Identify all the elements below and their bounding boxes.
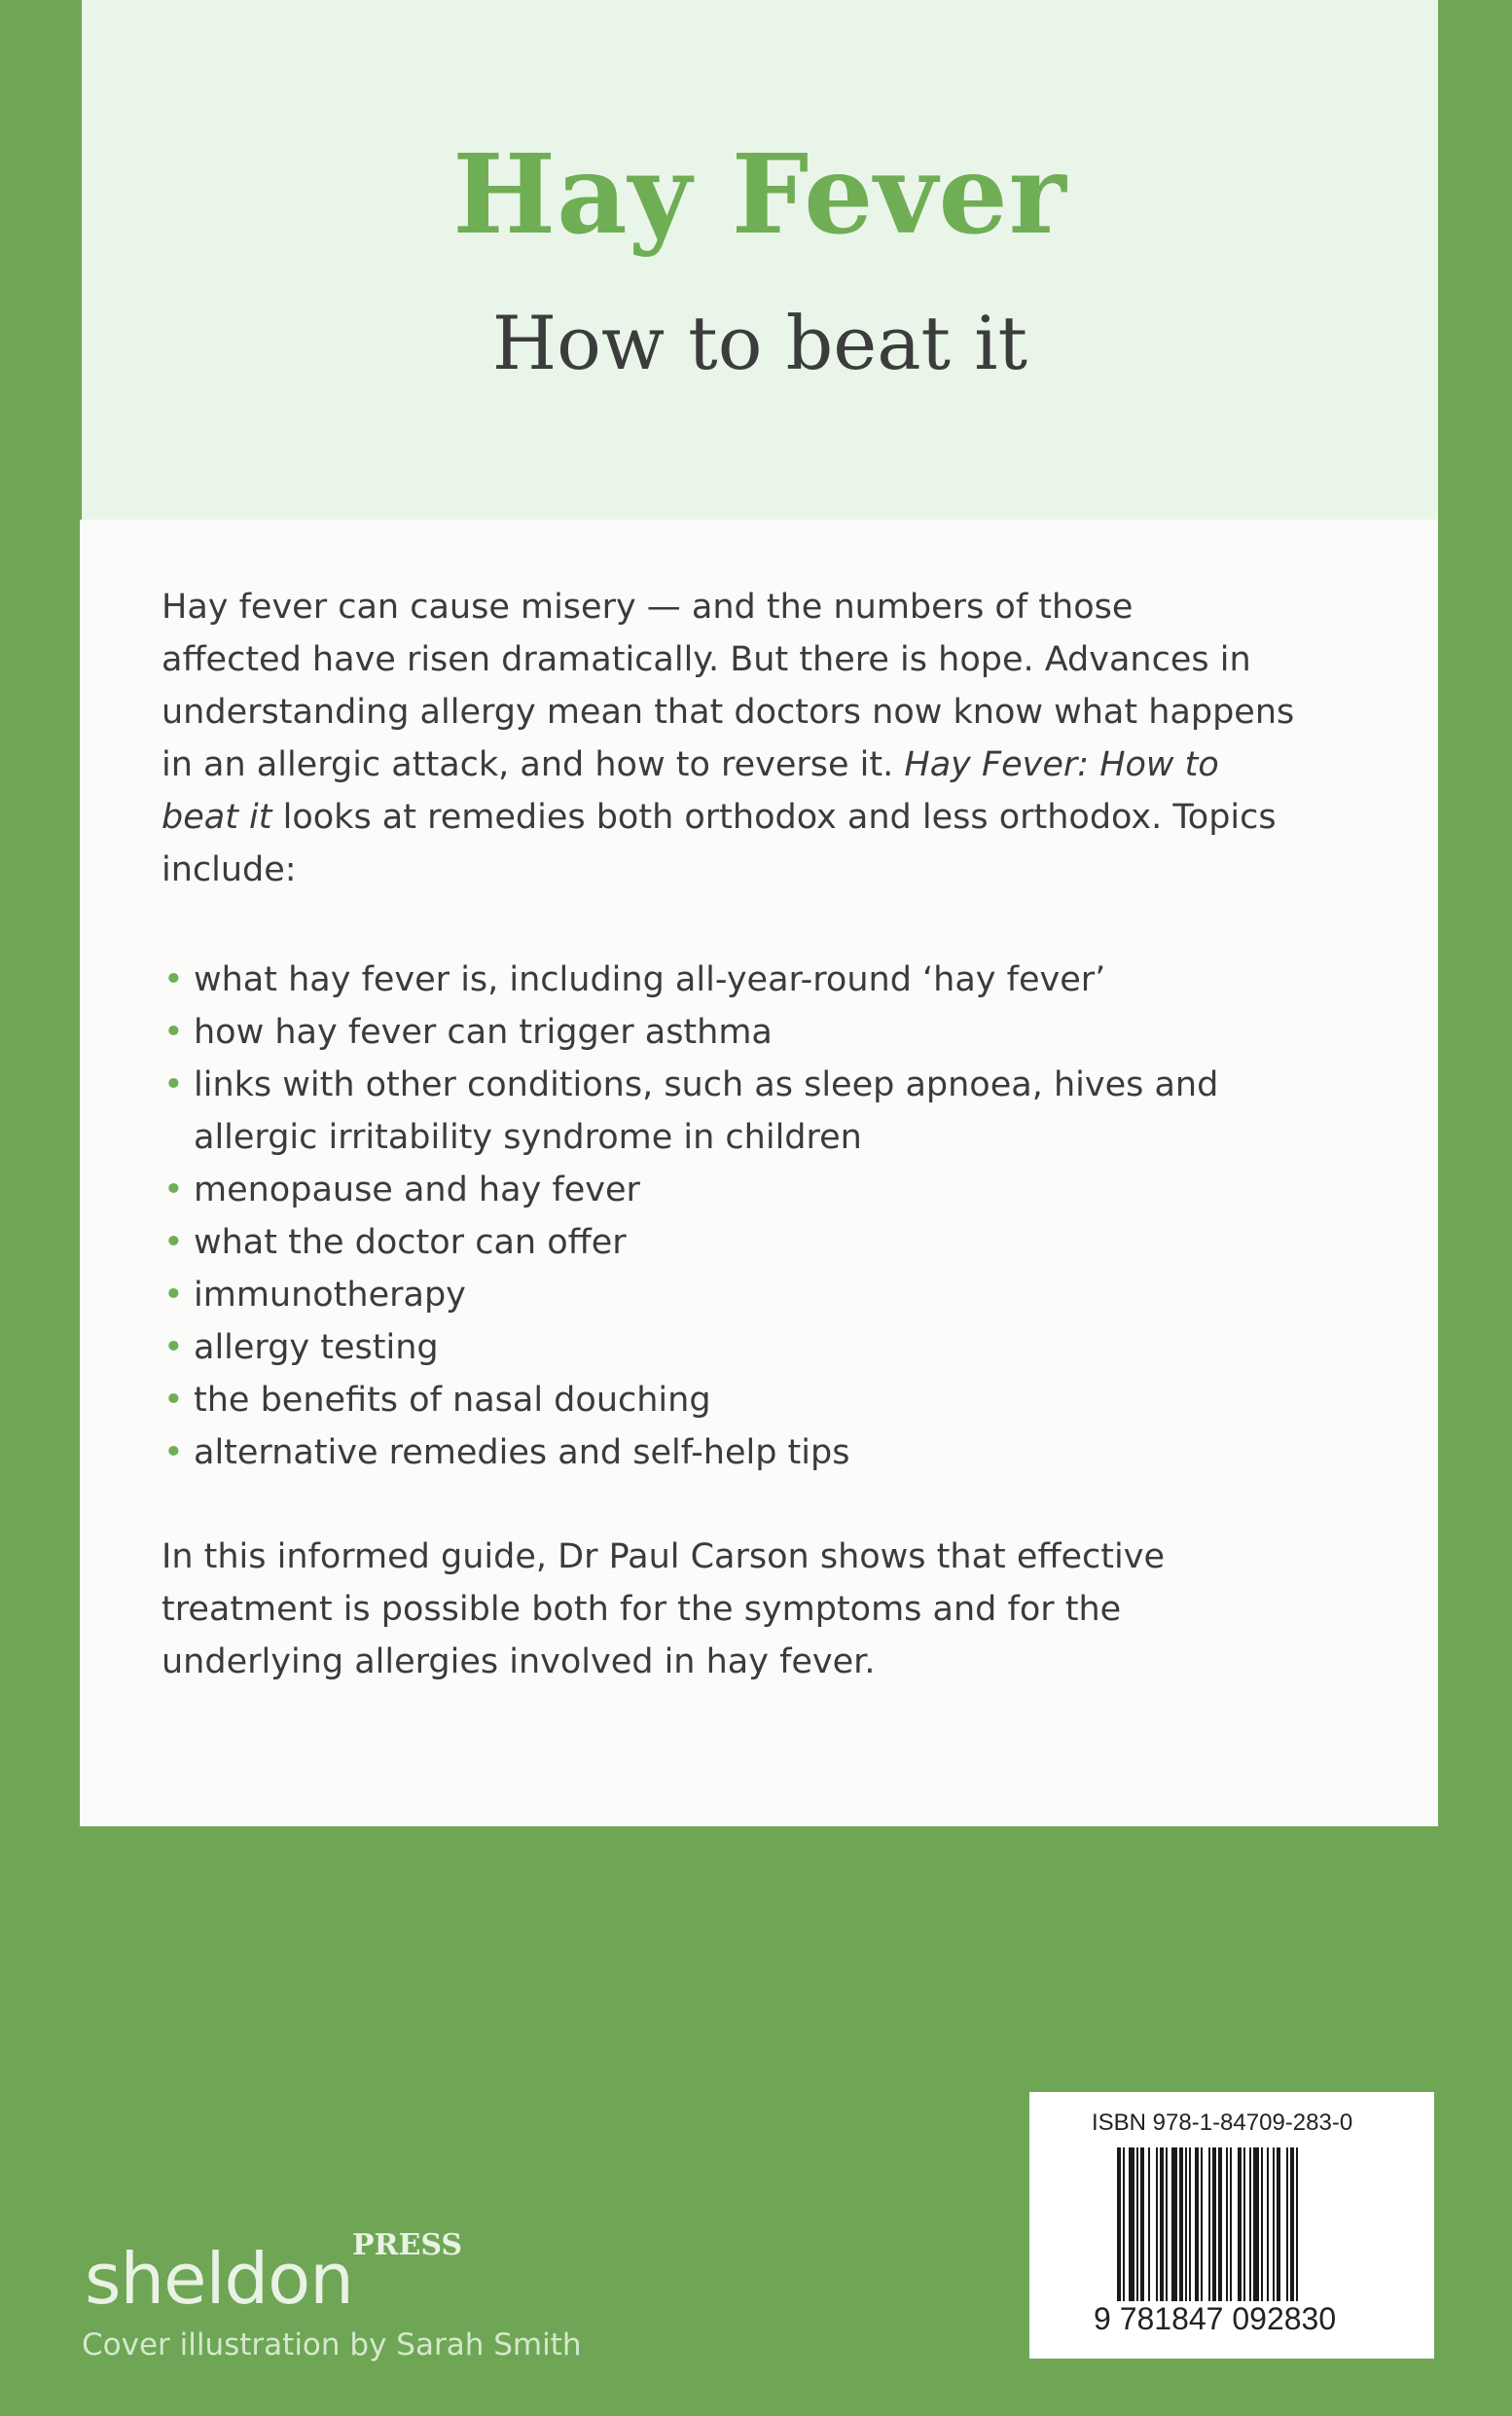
bullet-icon: • [163,1013,184,1052]
bullet-icon: • [163,1065,184,1104]
closing-line: underlying allergies involved in hay fever. [162,1642,876,1681]
topic-item [162,1164,1218,1216]
ean-number: 9 781847 092830 [1094,2301,1337,2336]
intro-paragraph [162,581,1294,896]
barcode-box [1029,2092,1434,2359]
illustration-credit: Cover illustration by Sarah Smith [82,2327,582,2362]
closing-line: treatment is possible both for the symptoms and for the [162,1590,1122,1629]
topic-text: what the doctor can offer [194,1223,627,1262]
closing-line: In this informed guide, Dr Paul Carson shows that effective [162,1537,1165,1576]
intro-line [162,739,1294,791]
barcode-icon [1117,2147,1360,2323]
topic-text: allergic irritability syndrome in children [194,1118,862,1157]
title-panel [82,0,1438,520]
topic-text: links with other conditions, such as sleep apnoea, hives and [194,1065,1219,1104]
topic-text: menopause and hay fever [194,1171,640,1209]
text-segment: looks at remedies both orthodox and less orthodox. Topics [271,798,1277,837]
text-segment: understanding allergy mean that doctors now know what happens [162,693,1295,732]
text-segment: Hay Fever: How to [904,745,1219,784]
text-segment: include: [162,850,297,889]
book-subtitle: How to beat it [491,300,1028,386]
bullet-icon: • [163,1223,184,1262]
text-segment: Hay fever can cause misery — and the numbers of those [162,588,1134,627]
logo-sheldon: sheldon [85,2238,353,2320]
text-segment: in an allergic attack, and how to reverse it. [162,745,905,784]
bullet-icon: • [163,1328,184,1367]
bullet-icon: • [163,1276,184,1315]
intro-line [162,633,1294,686]
topic-item [162,1059,1218,1164]
topics-list [162,954,1218,1479]
book-title: Hay Fever [452,131,1067,259]
topic-text: allergy testing [194,1328,439,1367]
topic-item [162,1006,1218,1059]
topic-item [162,1216,1218,1269]
topic-item [162,1321,1218,1374]
logo-press: PRESS [352,2228,463,2262]
bullet-icon: • [163,960,184,999]
topic-item [162,1426,1218,1479]
topic-text: the benefits of nasal douching [194,1381,711,1420]
intro-line [162,686,1294,739]
topic-text: alternative remedies and self-help tips [194,1433,850,1472]
isbn-label: ISBN 978-1-84709-283-0 [1092,2109,1353,2136]
intro-line [162,581,1294,633]
bullet-icon: • [163,1433,184,1472]
topic-item [162,1374,1218,1426]
bullet-icon: • [163,1381,184,1420]
text-segment: beat it [162,798,272,837]
topic-text: how hay fever can trigger asthma [194,1013,773,1052]
topic-item [162,954,1218,1006]
barcode-bar [1298,2147,1302,2323]
closing-paragraph [162,1531,1165,1688]
intro-line [162,791,1294,844]
topic-text: immunotherapy [194,1276,466,1315]
text-segment: affected have risen dramatically. But there is hope. Advances in [162,640,1251,679]
intro-line [162,844,1294,896]
topic-text: what hay fever is, including all-year-round ‘hay fever’ [194,960,1106,999]
topic-item [162,1269,1218,1321]
bullet-icon: • [163,1171,184,1209]
